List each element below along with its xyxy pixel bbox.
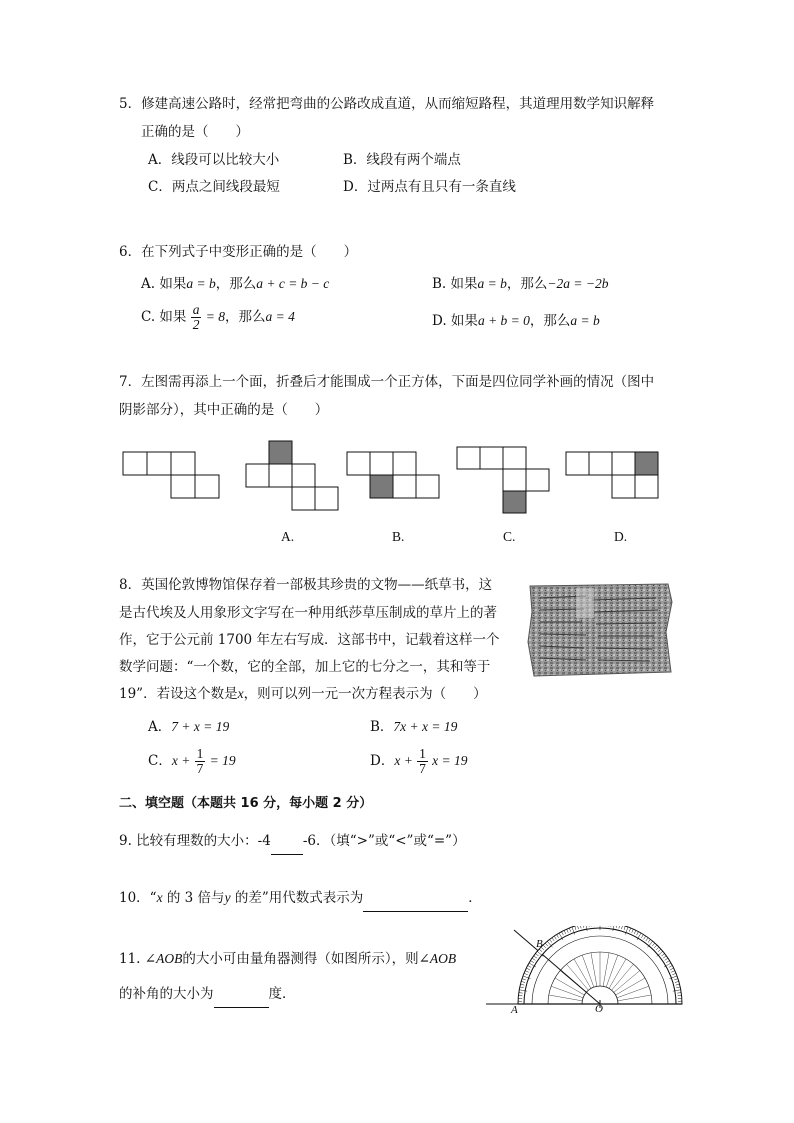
q8-option-c: C．x + $\frac{1}{7}$ = 19	[148, 746, 236, 776]
q8-option-b: B．7x + x = 19	[370, 719, 458, 735]
net-option-d	[566, 452, 658, 498]
original-net	[123, 452, 219, 498]
net-option-c	[457, 447, 549, 513]
point-b-label: B	[536, 938, 543, 950]
protractor-spoke	[560, 971, 586, 993]
fraction-a-over-2: $\frac{a}{2}$	[192, 302, 200, 332]
label-a: A.	[281, 529, 295, 544]
q6-stem: 6．在下列式子中变形正确的是（ ）	[119, 244, 358, 260]
q6-option-b: B. 如果a = b，那么−2a = −2b	[432, 276, 609, 292]
q9-text: 9. 比较有理数的大小：-4 -6．（填“>”或“<”或“=”）	[119, 827, 466, 855]
net-option-b	[347, 452, 439, 498]
label-b: B.	[392, 529, 405, 544]
q11-line2: 的补角的大小为 度．	[119, 980, 296, 1008]
q10-answer-blank[interactable]	[363, 897, 468, 912]
q5-option-b: B．线段有两个端点	[343, 152, 461, 168]
q5-line2: 正确的是（ ）	[141, 124, 249, 140]
q6-option-a: A. 如果a = b，那么a + c = b − c	[141, 276, 330, 292]
q6-option-d: D. 如果a + b = 0，那么a = b	[432, 313, 600, 329]
q10-text: 10．“x 的 3 倍与y 的差”用代数式表示为 ．	[119, 884, 482, 912]
q8-line3: 作，它于公元前 1700 年左右写成．这部书中，记载着这样一个	[119, 632, 500, 648]
point-o-label: O	[595, 1003, 603, 1015]
q6-option-c: C. 如果 $\frac{a}{2}$ = 8，那么a = 4	[141, 302, 295, 332]
net-option-a	[246, 441, 338, 510]
protractor-spoke	[567, 964, 589, 990]
section-title: 二、填空题（本题共 16 分，每小题 2 分）	[119, 796, 373, 811]
q8-line4: 数学问题：“一个数，它的全部，加上它的七分之一，其和等于	[119, 659, 491, 675]
q5-option-a: A．线段可以比较大小	[148, 152, 280, 168]
label-d: D.	[614, 529, 628, 544]
protractor-spoke	[616, 978, 645, 995]
q8-option-d: D．x + $\frac{1}{7}$ x = 19	[370, 746, 468, 776]
protractor-spoke	[614, 971, 640, 993]
q9-answer-blank[interactable]	[271, 840, 303, 855]
q8-line1: 8．英国伦敦博物馆保存着一部极其珍贵的文物——纸草书，这	[119, 577, 493, 593]
q5-option-d: D．过两点有且只有一条直线	[343, 179, 516, 195]
label-c: C.	[503, 529, 516, 544]
q8-option-a: A．7 + x = 19	[148, 719, 230, 735]
q5-line1: 5．修建高速公路时，经常把弯曲的公路改成直道，从而缩短路程，其道理用数学知识解释	[119, 96, 655, 112]
protractor-spoke	[609, 959, 626, 988]
q5-option-c: C．两点之间线段最短	[148, 179, 280, 195]
q7-line2: 阴影部分），其中正确的是（ ）	[119, 402, 329, 418]
fraction-one-seventh: $\frac{1}{7}$	[419, 746, 426, 776]
q11-answer-blank[interactable]	[214, 993, 269, 1008]
cube-net-figures	[0, 430, 794, 520]
q8-line2: 是古代埃及人用象形文字写在一种用纸莎草压制成的草片上的著	[119, 605, 497, 621]
protractor-spoke	[612, 964, 634, 990]
fraction-one-seventh: $\frac{1}{7}$	[196, 746, 204, 776]
q7-line1: 7．左图需再添上一个面，折叠后才能围成一个正方体，下面是四位同学补画的情况（图中	[119, 374, 655, 390]
q11-line1: 11. ∠AOB的大小可由量角器测得（如图所示），则∠AOB	[119, 951, 457, 967]
papyrus-image	[526, 582, 674, 678]
q8-line5: 19”．若设这个数是x，则可以列一元一次方程表示为（ ）	[119, 686, 487, 702]
point-a-label: A	[511, 1004, 518, 1016]
